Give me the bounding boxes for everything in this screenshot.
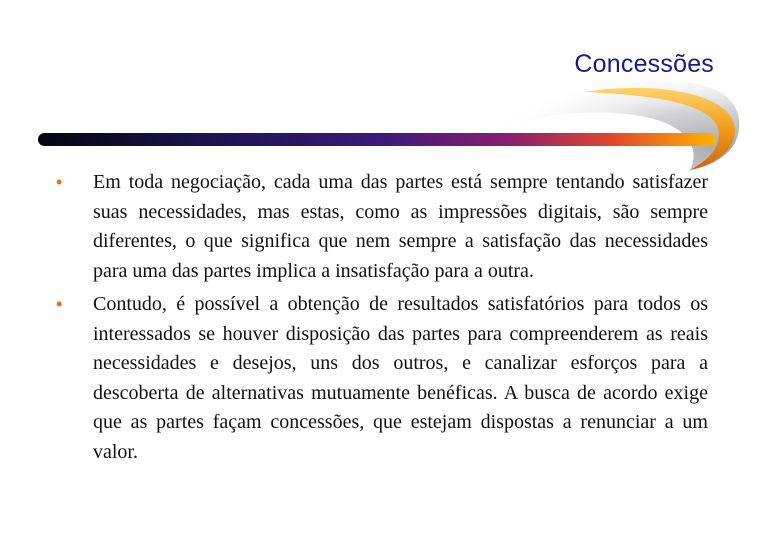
slide-title: Concessões	[574, 50, 714, 78]
bullet-dot: •	[56, 294, 63, 314]
bullet-list	[56, 168, 708, 467]
bullet-item-1	[56, 168, 708, 286]
bullet-item-2	[56, 290, 708, 467]
bullet-text-2: Contudo, é possível a obtenção de resultados satisfatórios para todos os interessados se houver disposição das partes para compreenderem as reais necessidades e desejos, uns dos outros, e canalizar esforços para a descoberta de alternativas mutuamente benéficas. A busca de acordo exige que as partes façam concessões, que estejam dispostas a renunciar a um valor.	[93, 293, 708, 463]
slide-content	[56, 168, 708, 471]
swoosh-shape	[480, 81, 739, 170]
gradient-bar	[38, 133, 716, 146]
bullet-dot: •	[56, 172, 63, 192]
bullet-text-1: Em toda negociação, cada uma das partes está sempre tentando satisfazer suas necessidades, mas estas, como as impressões digitais, são sempre diferentes, o que significa que nem sempre a satisfação das necessidades para uma das partes implica a insatisfação para a outra.	[93, 171, 708, 282]
